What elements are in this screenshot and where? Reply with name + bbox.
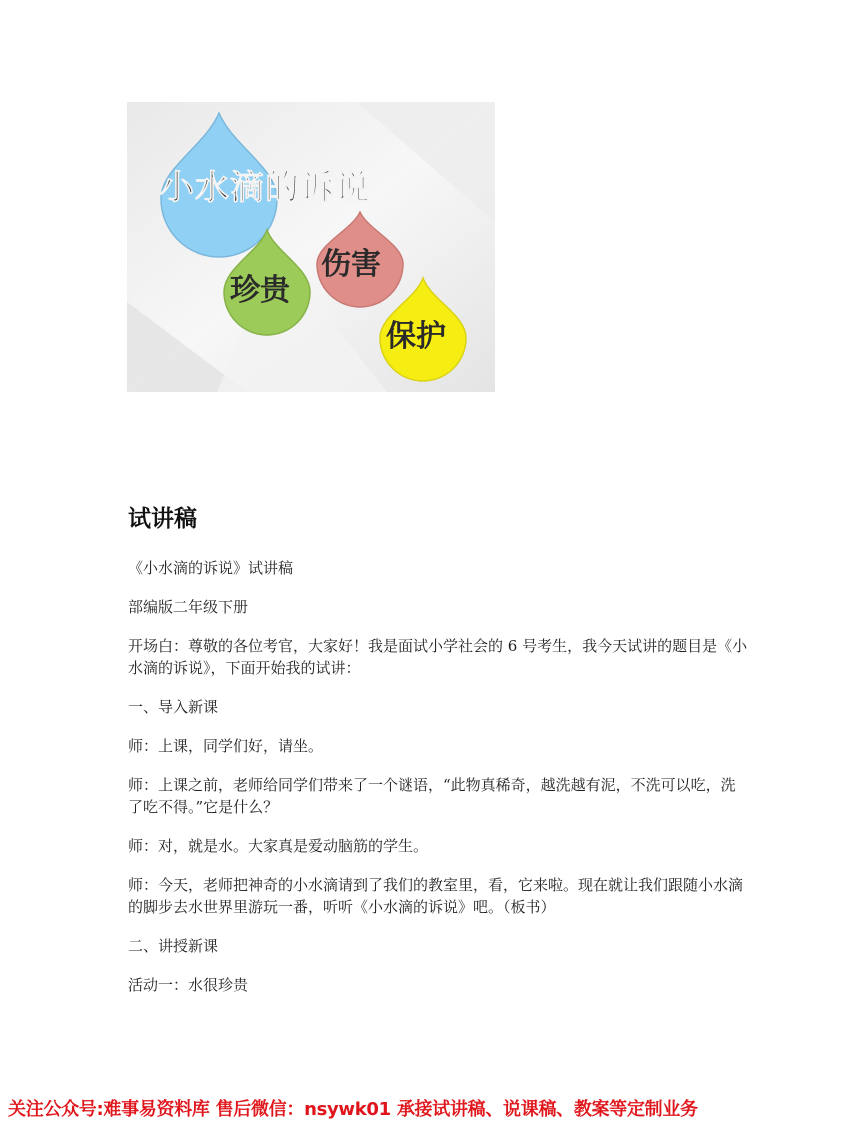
grade-line: 部编版二年级下册: [128, 598, 249, 616]
lesson-title-image: [127, 102, 495, 392]
opening-paragraph: 开场白：尊敬的各位考官，大家好！我是面试小学社会的 6 号考生，我今天试讲的题目是《小水滴的诉说》，下面开始我的试讲：: [128, 637, 748, 677]
section-heading: 试讲稿: [128, 506, 197, 532]
drop-label-precious: 珍贵: [230, 273, 290, 308]
footer-watermark: 关注公众号:难事易资料库 售后微信：nsywk01 承接试讲稿、说课稿、教案等定制业务: [8, 1099, 698, 1120]
teacher-line-intro: 师：今天，老师把神奇的小水滴请到了我们的教室里，看，它来啦。现在就让我们跟随小水滴的脚步去水世界里游玩一番，听听《小水滴的诉说》吧。（板书）: [128, 876, 744, 916]
section-teaching-heading: 二、讲授新课: [128, 937, 219, 955]
teacher-line-answer: 师：对，就是水。大家真是爱动脑筋的学生。: [128, 837, 429, 855]
doc-title-line: 《小水滴的诉说》试讲稿: [128, 559, 294, 577]
drop-label-protect: 保护: [386, 319, 446, 354]
drop-label-harm: 伤害: [321, 247, 381, 282]
teacher-line-greeting: 师：上课，同学们好，请坐。: [128, 737, 324, 755]
section-intro-heading: 一、导入新课: [128, 698, 219, 716]
image-title: 小水滴的诉说: [160, 168, 370, 208]
teacher-line-riddle: 师：上课之前，老师给同学们带来了一个谜语，“此物真稀奇，越洗越有泥，不洗可以吃，洗了吃不得。”它是什么？: [128, 776, 736, 816]
activity-one-line: 活动一：水很珍贵: [128, 976, 249, 994]
